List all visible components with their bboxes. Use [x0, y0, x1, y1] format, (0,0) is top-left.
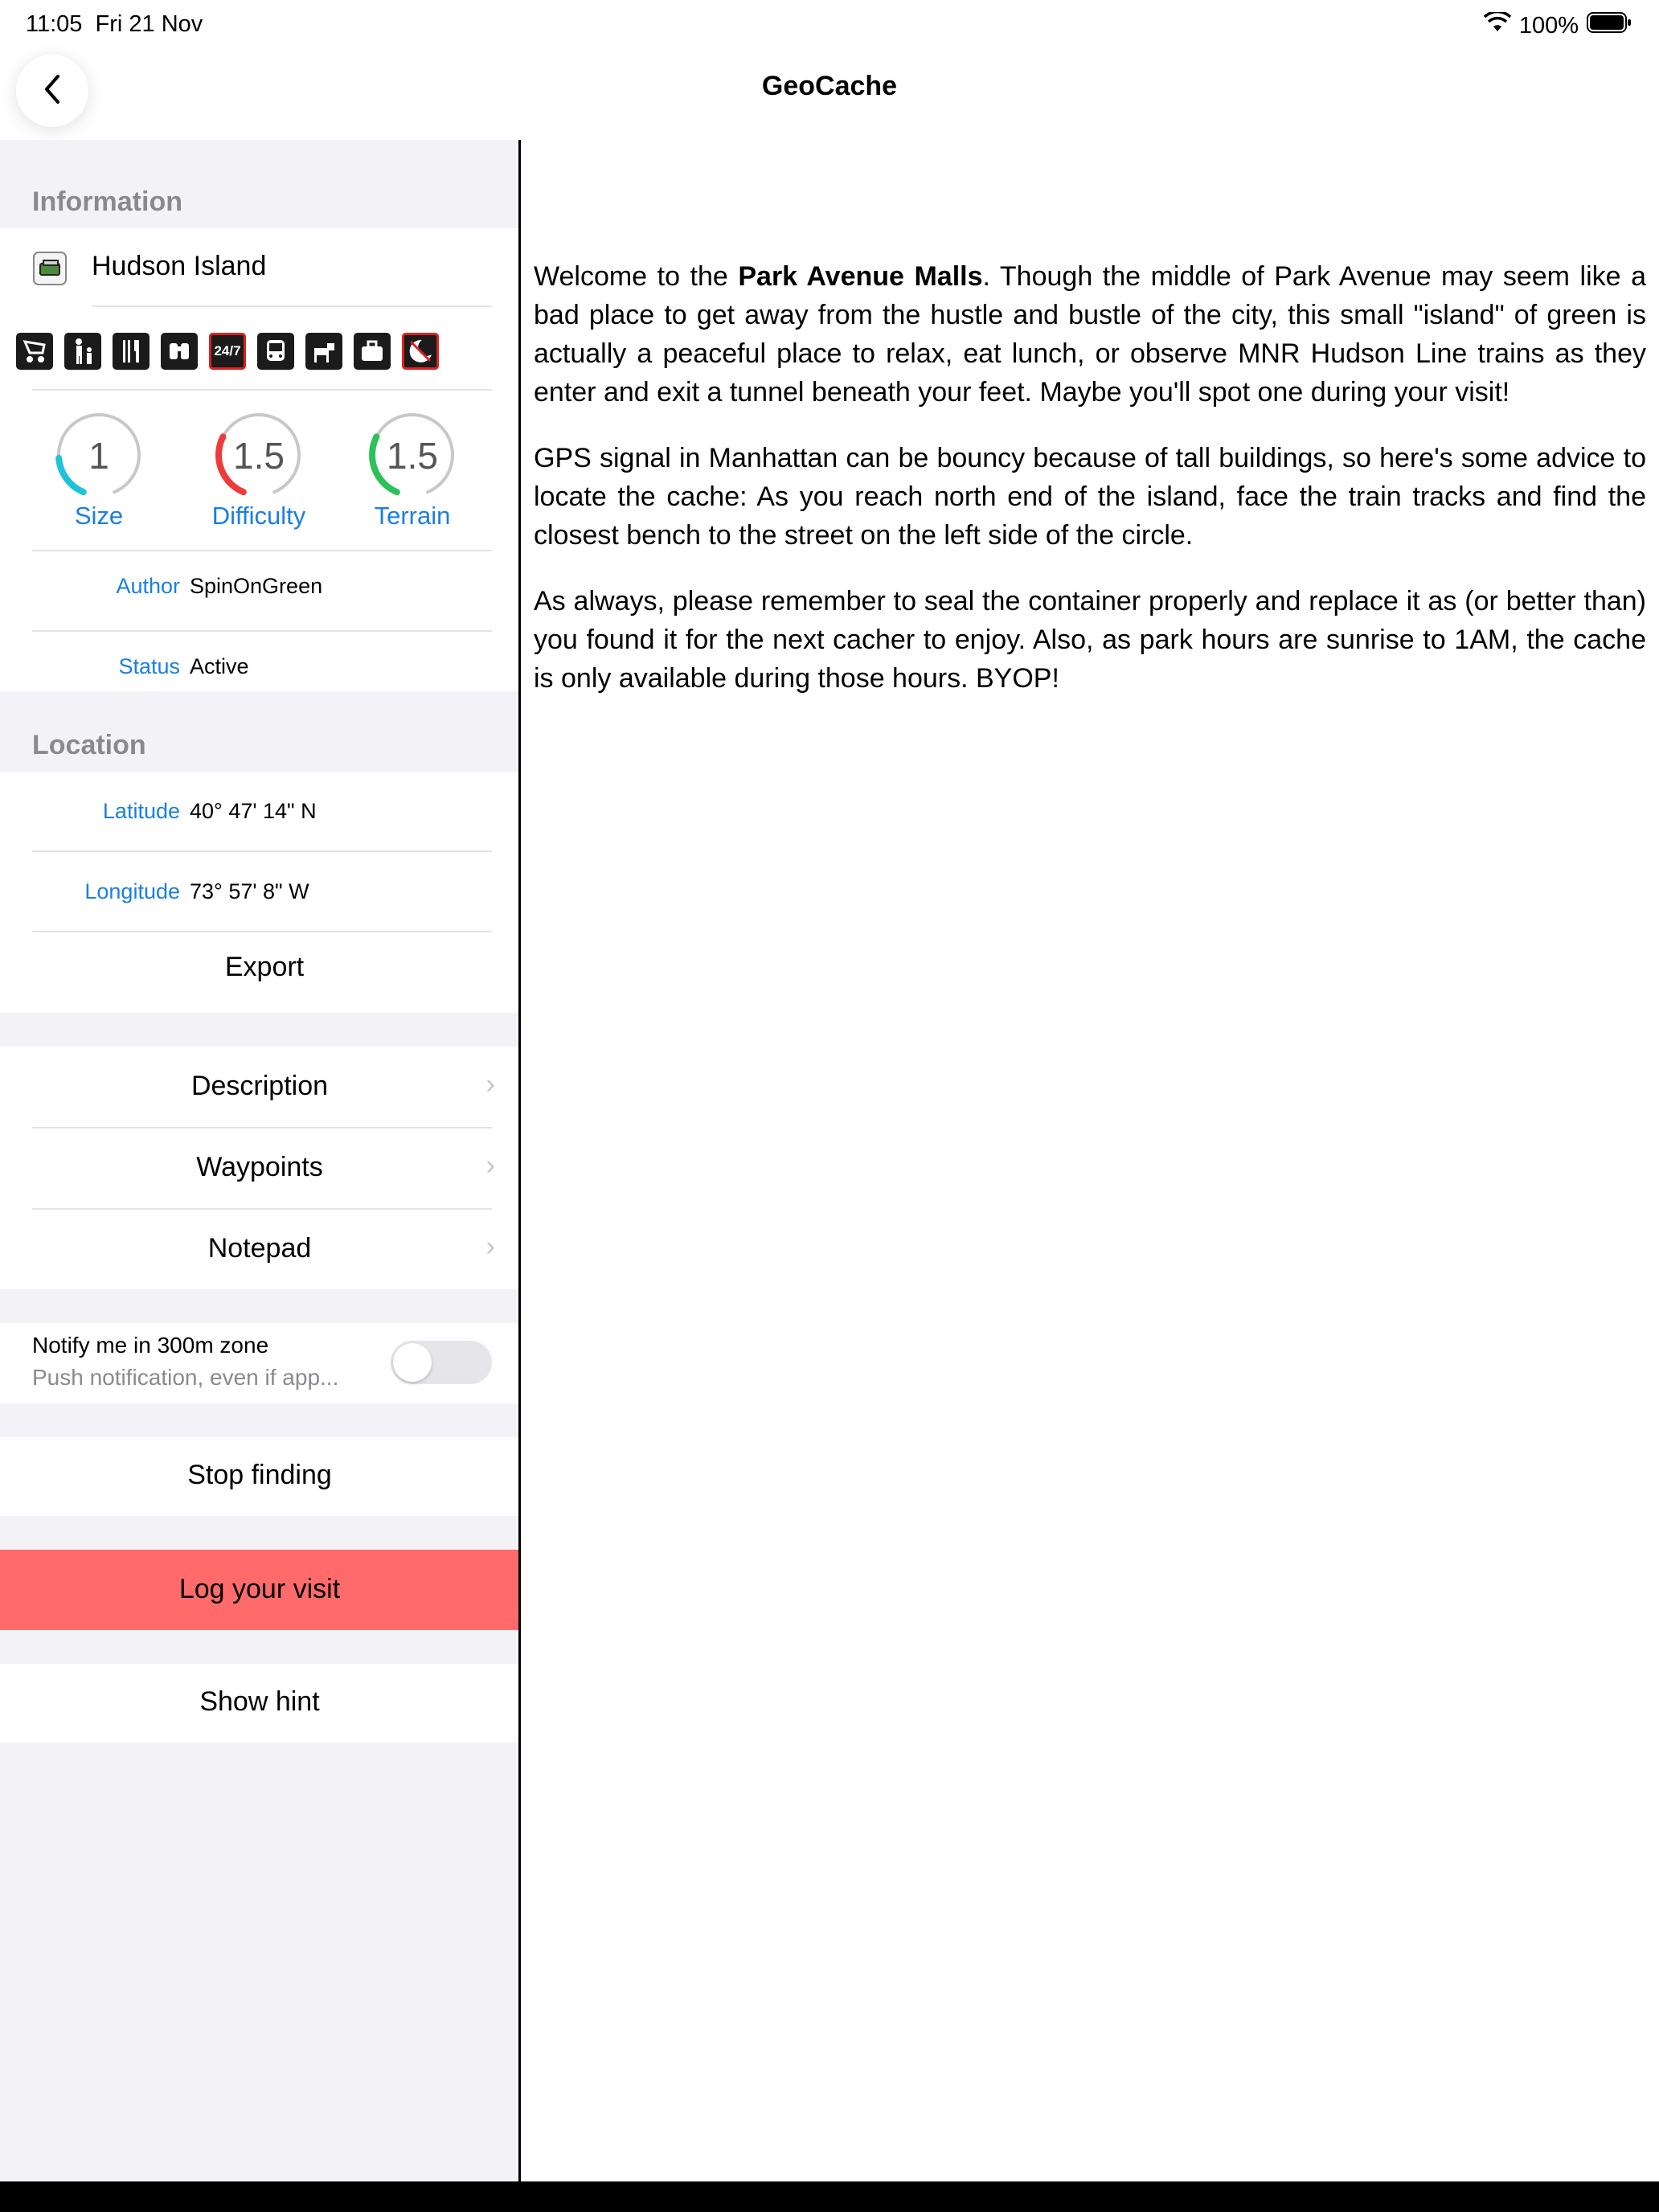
- status-label: Status: [118, 654, 180, 678]
- status-value: Active: [190, 654, 249, 678]
- cache-type-icon: [32, 251, 68, 286]
- difficulty-label: Difficulty: [211, 502, 306, 530]
- chevron-right-icon: ›: [485, 1231, 495, 1262]
- log-visit-button[interactable]: Log your visit: [178, 1574, 341, 1604]
- text-span: Welcome to the: [534, 261, 739, 292]
- time-text: 11:05: [26, 11, 83, 37]
- description-panel: [521, 140, 1659, 2181]
- description-paragraph: GPS signal in Manhattan can be bouncy because of tall buildings, so here's some advice to locate the cache: As you reach north end of the island, face the train tracks and find the closest bench to the street on the left side of the circle.: [534, 443, 1646, 551]
- chevron-right-icon: ›: [485, 1150, 495, 1181]
- terrain-gauge: [364, 407, 461, 503]
- size-gauge: [51, 407, 147, 503]
- food-nearby-icon[interactable]: [113, 333, 150, 370]
- cache-name: Hudson Island: [92, 251, 267, 281]
- information-card: [0, 228, 519, 691]
- kid-friendly-icon[interactable]: [64, 333, 101, 370]
- separator: [92, 305, 492, 307]
- terrain-value: 1.5: [387, 435, 438, 477]
- show-hint-button[interactable]: Show hint: [199, 1686, 320, 1717]
- public-transport-icon[interactable]: [257, 333, 294, 370]
- home-indicator-bar: [0, 2181, 1659, 2212]
- details-panel: [0, 140, 519, 2181]
- separator: [32, 850, 492, 852]
- information-section-header: Information: [32, 186, 182, 217]
- terrain-label: Terrain: [374, 502, 451, 530]
- description-row[interactable]: [0, 1047, 519, 1127]
- date-text: Fri 21 Nov: [95, 11, 203, 37]
- status-right: [1484, 11, 1632, 40]
- page-title: GeoCache: [761, 71, 898, 101]
- available-24-7-icon[interactable]: 24/7: [209, 333, 246, 370]
- description-text: [534, 257, 1646, 725]
- latitude-label: Latitude: [102, 799, 180, 823]
- dogs-allowed-icon[interactable]: [305, 333, 342, 370]
- latitude-value: 40° 47' 14" N: [190, 799, 317, 823]
- stop-finding-card: [0, 1437, 519, 1516]
- notify-subtitle: Push notification, even if app...: [32, 1365, 339, 1390]
- difficulty-value: 1.5: [233, 435, 285, 477]
- size-label: Size: [74, 502, 124, 530]
- navigation-menu-card: [0, 1047, 519, 1289]
- show-hint-card: [0, 1664, 519, 1743]
- author-value: SpinOnGreen: [190, 574, 323, 598]
- separator: [32, 630, 492, 632]
- toggle-knob: [393, 1343, 432, 1382]
- scenic-view-icon[interactable]: [161, 333, 198, 370]
- chevron-right-icon: ›: [485, 1069, 495, 1100]
- notepad-link-label: Notepad: [207, 1233, 312, 1264]
- stop-finding-button[interactable]: Stop finding: [187, 1460, 332, 1490]
- waypoints-link-label: Waypoints: [196, 1152, 323, 1182]
- status-time: [26, 11, 203, 38]
- attributes-row: [16, 333, 466, 371]
- separator: [32, 931, 492, 932]
- size-value: 1: [88, 435, 109, 477]
- navigation-bar: [0, 50, 1659, 140]
- export-button[interactable]: Export: [224, 952, 305, 982]
- stroller-accessible-icon[interactable]: [16, 333, 53, 370]
- night-cache-icon[interactable]: [402, 333, 439, 370]
- description-paragraph: As always, please remember to seal the container properly and replace it as (or better than) you found it for the next cacher to enjoy. Also, as park hours are sunrise to 1AM, the cache is only available during those hours. BYOP!: [534, 586, 1646, 694]
- notify-toggle[interactable]: [391, 1341, 492, 1384]
- waypoints-row[interactable]: [0, 1128, 519, 1208]
- separator: [32, 389, 492, 391]
- cache-container-icon[interactable]: [354, 333, 391, 370]
- notify-card: [0, 1323, 519, 1403]
- battery-text: 100%: [1518, 12, 1579, 39]
- longitude-value: 73° 57' 8" W: [190, 879, 309, 903]
- location-section-header: Location: [32, 730, 146, 760]
- description-paragraph: [534, 257, 1646, 412]
- author-label: Author: [116, 574, 180, 598]
- difficulty-gauge: [211, 407, 307, 503]
- bold-text: Park Avenue Malls: [738, 261, 983, 292]
- text-span: . Though the middle of Park Avenue may seem like a bad place to get away from the hustle and bustle of the city, this small "island" of green is actually a peaceful place to relax, eat lunch, or observe MNR Hudson Line trains as they enter and exit a tunnel beneath your feet. Maybe you'll spot one during your visit!: [534, 261, 1647, 408]
- location-card: [0, 772, 519, 1013]
- separator: [32, 550, 492, 551]
- notify-title: Notify me in 300m zone: [32, 1333, 269, 1358]
- longitude-label: Longitude: [84, 879, 180, 903]
- description-link-label: Description: [190, 1071, 329, 1101]
- notepad-row[interactable]: [0, 1209, 519, 1289]
- battery-icon: [1587, 11, 1632, 40]
- log-visit-card: [0, 1550, 519, 1630]
- wifi-icon: [1484, 12, 1511, 39]
- status-bar: [0, 0, 1659, 50]
